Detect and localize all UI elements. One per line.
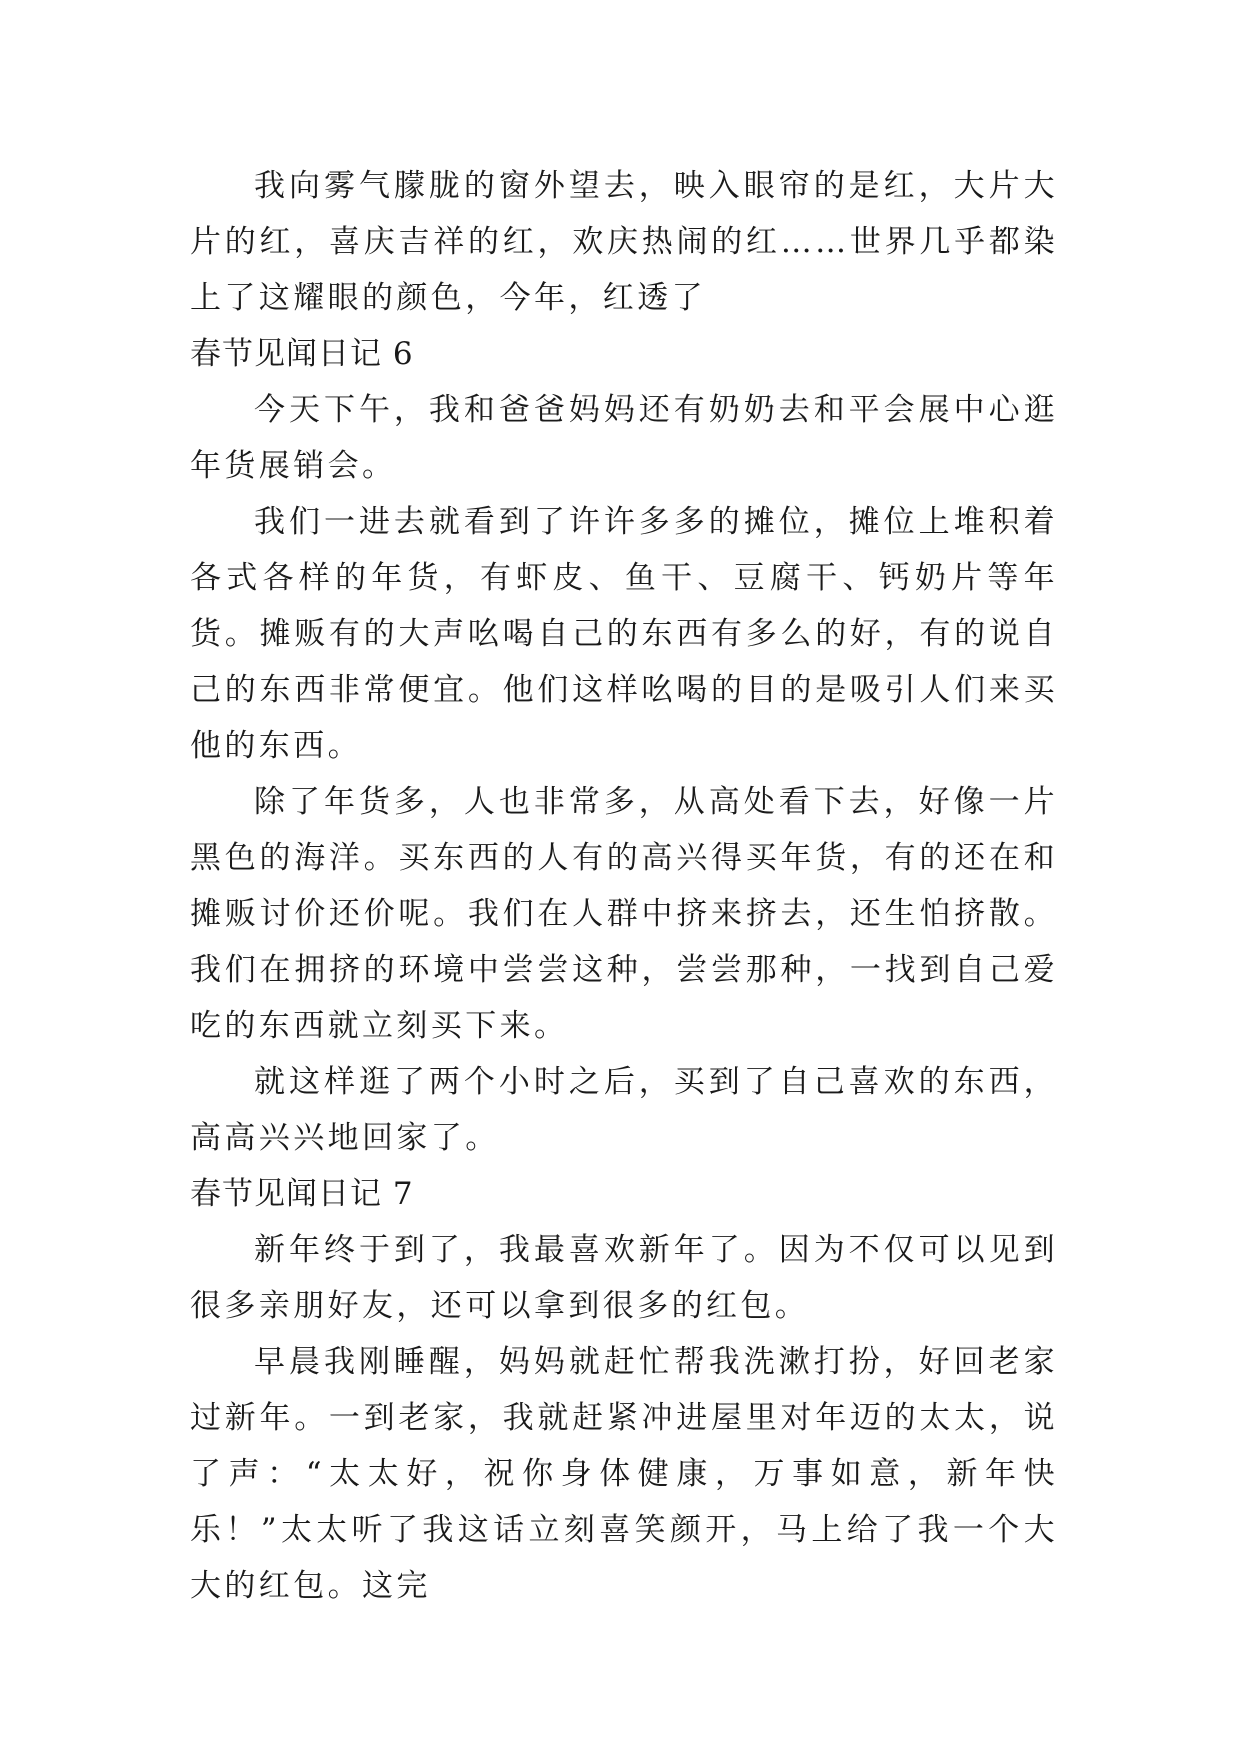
section-heading: 春节见闻日记 7 — [190, 1176, 414, 1212]
paragraph: 除了年货多，人也非常多，从高处看下去，好像一片黑色的海洋。买东西的人有的高兴得买年货，有的还在和摊贩讨价还价呢。我们在人群中挤来挤去，还生怕挤散。我们在拥挤的环境中尝尝这种，尝尝那种，一找到自己爱吃的东西就立刻买下来。 — [190, 784, 1058, 1044]
paragraph: 今天下午，我和爸爸妈妈还有奶奶去和平会展中心逛年货展销会。 — [190, 392, 1058, 484]
paragraph: 新年终于到了，我最喜欢新年了。因为不仅可以见到很多亲朋好友，还可以拿到很多的红包。 — [190, 1232, 1058, 1324]
paragraph: 早晨我刚睡醒，妈妈就赶忙帮我洗漱打扮，好回老家过新年。一到老家，我就赶紧冲进屋里对年迈的太太，说了声：“太太好，祝你身体健康，万事如意，新年快乐！”太太听了我这话立刻喜笑颜开，马上给了我一个大大的红包。这完 — [190, 1344, 1058, 1604]
document-body — [190, 158, 1058, 1614]
paragraph: 我向雾气朦胧的窗外望去，映入眼帘的是红，大片大片的红，喜庆吉祥的红，欢庆热闹的红……世界几乎都染上了这耀眼的颜色，今年，红透了 — [190, 168, 1058, 316]
paragraph: 我们一进去就看到了许许多多的摊位，摊位上堆积着各式各样的年货，有虾皮、鱼干、豆腐干、钙奶片等年货。摊贩有的大声吆喝自己的东西有多么的好，有的说自己的东西非常便宜。他们这样吆喝的目的是吸引人们来买他的东西。 — [190, 504, 1058, 764]
paragraph: 就这样逛了两个小时之后，买到了自己喜欢的东西，高高兴兴地回家了。 — [190, 1064, 1058, 1156]
section-heading: 春节见闻日记 6 — [190, 336, 414, 372]
